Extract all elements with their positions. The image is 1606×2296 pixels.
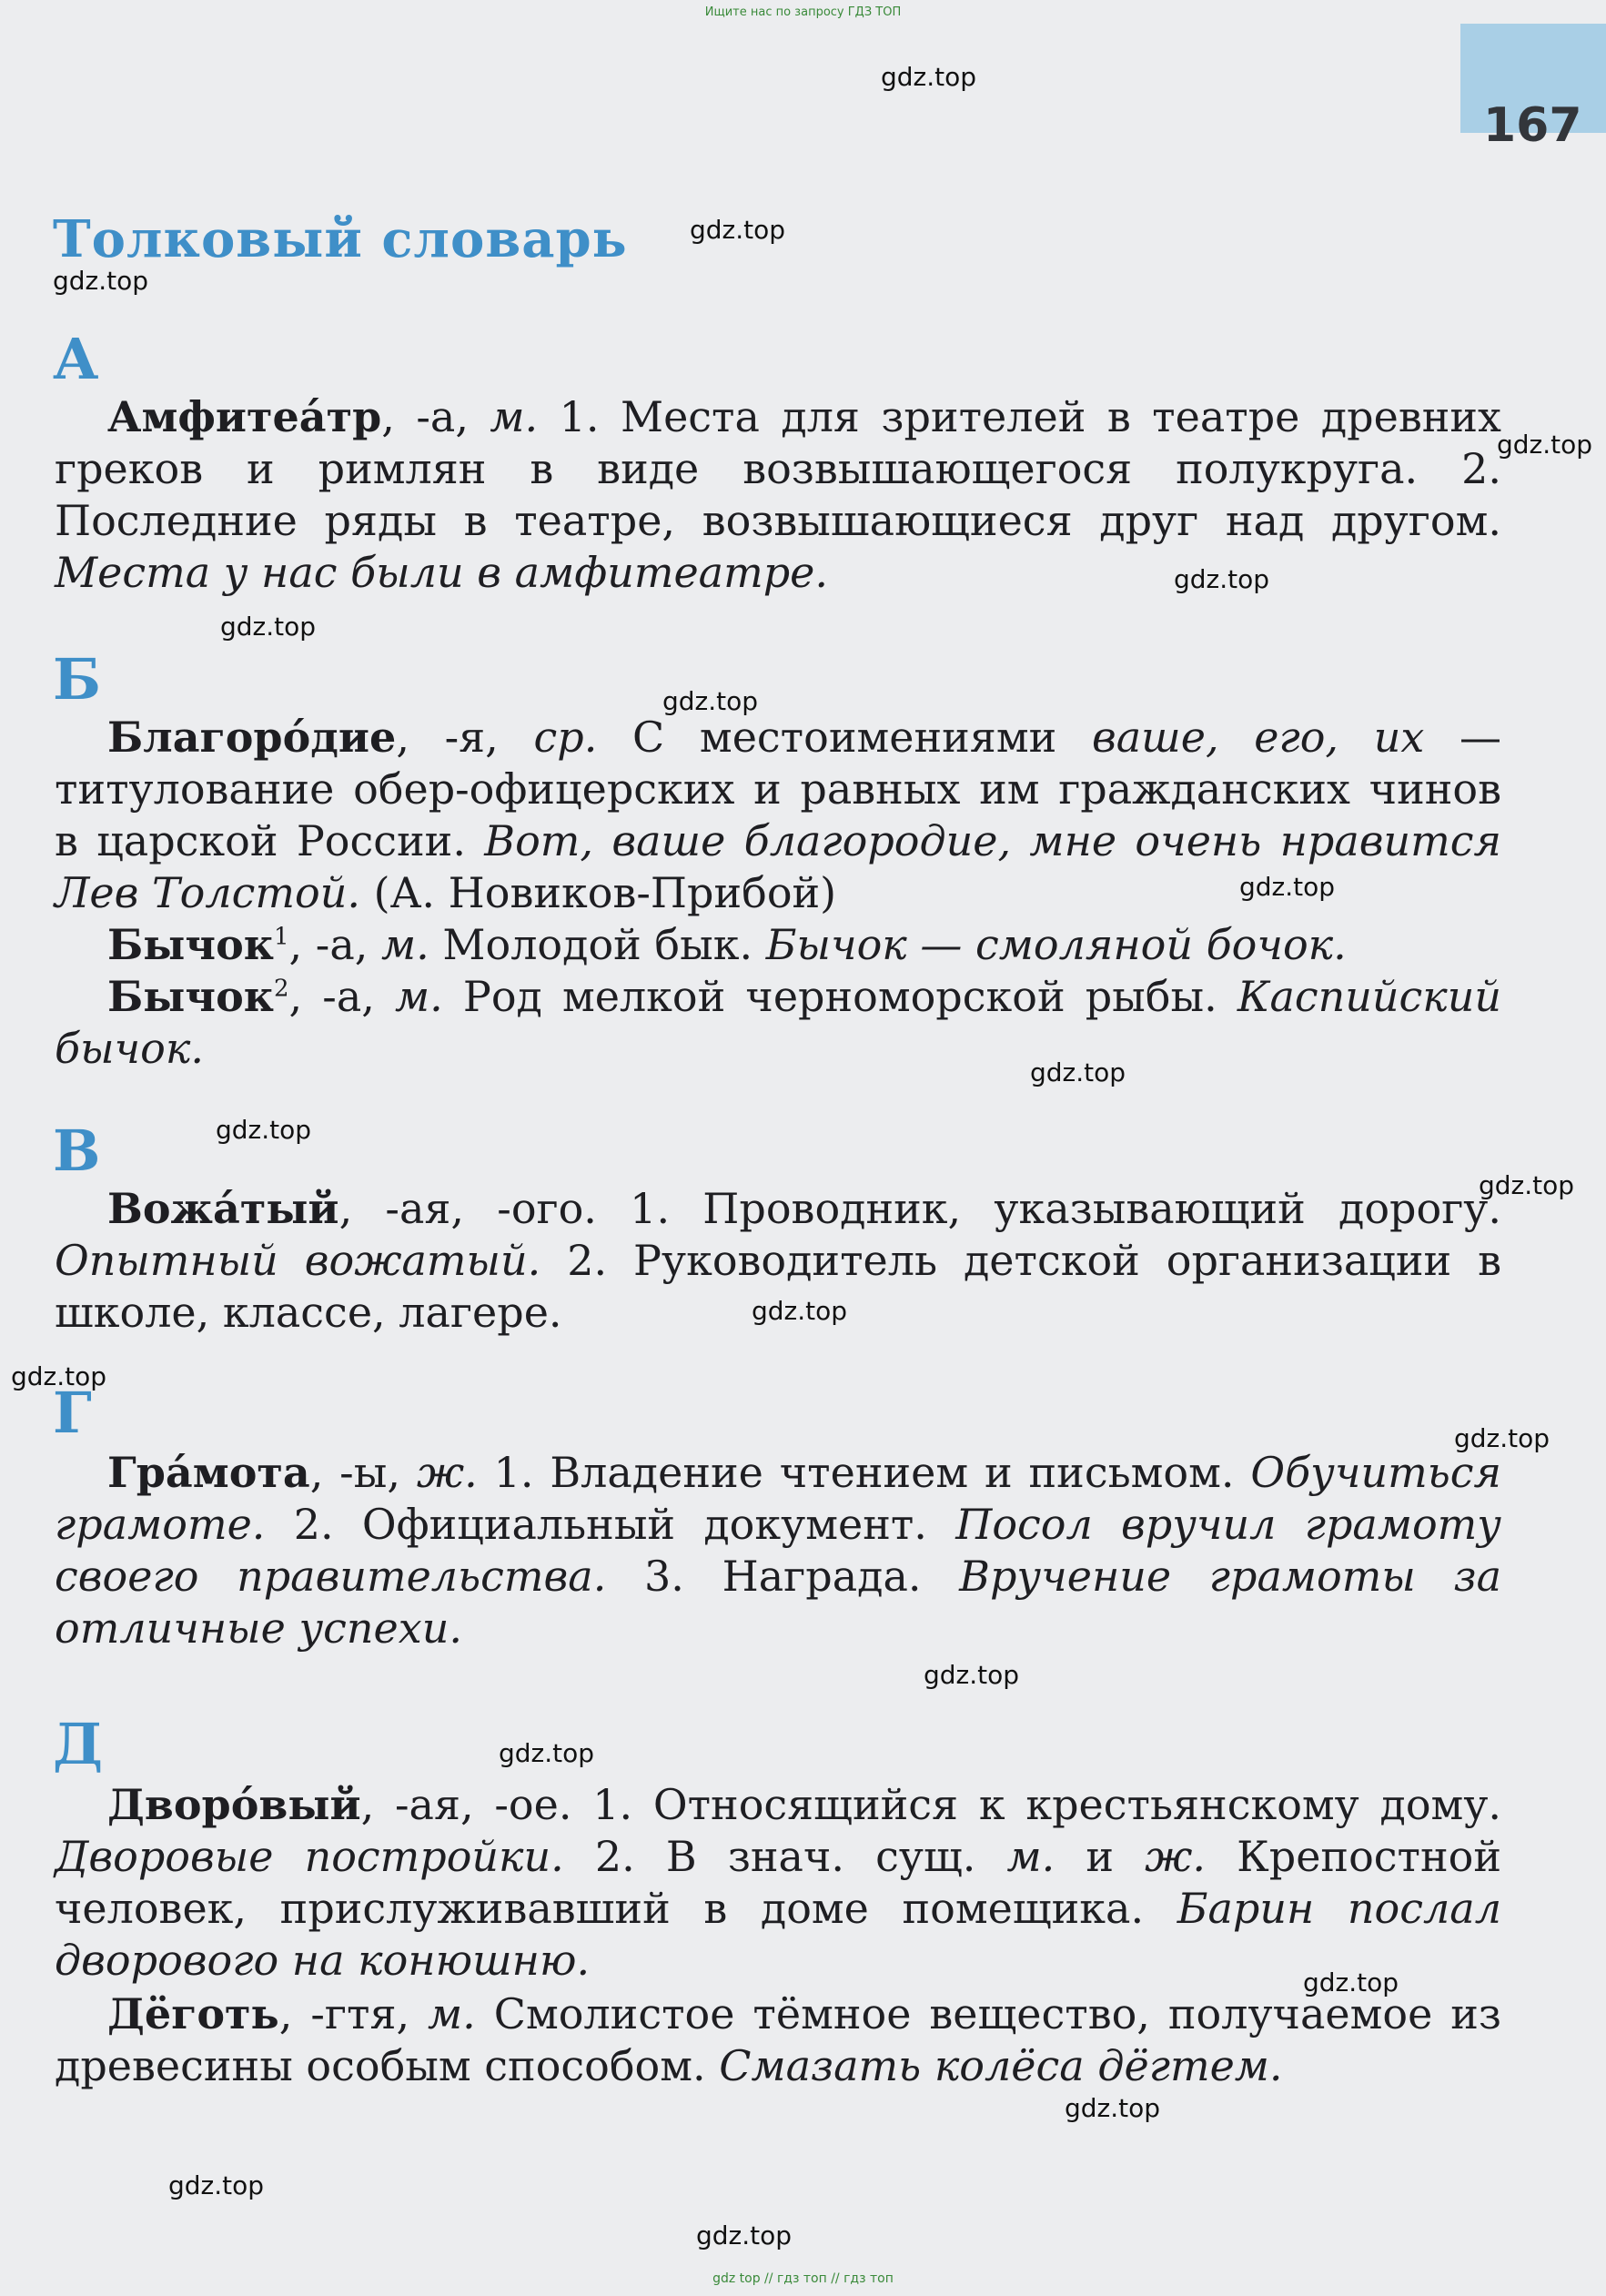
section-letter-b: Б (53, 646, 101, 713)
watermark: gdz.top (1479, 1170, 1575, 1200)
watermark: gdz.top (53, 266, 149, 296)
watermark: gdz.top (1030, 1057, 1126, 1087)
section-letter-d: Д (53, 1711, 104, 1777)
entry-text: С местоимениями (597, 713, 1092, 762)
watermark: gdz.top (1239, 872, 1336, 902)
entry-text: Молодой бык. (429, 920, 766, 969)
example: Вот, ваше благородие, мне очень нравится Лев Толстой. (55, 816, 1501, 917)
watermark: gdz.top (696, 2220, 793, 2250)
entry-text: 2. Руководитель детской организации в школе, классе, лагере. (55, 1236, 1501, 1337)
entry-text: , -а, (288, 972, 395, 1021)
grammar-mark: м. (395, 972, 443, 1021)
entry-gramota (55, 1447, 1501, 1654)
entry-bychok-2 (55, 971, 1501, 1075)
entry-bychok-1 (55, 919, 1501, 971)
example: Смазать колёса дёгтем. (719, 2041, 1283, 2090)
watermark: gdz.top (1454, 1423, 1550, 1453)
entry-text: и (1055, 1832, 1146, 1881)
watermark: gdz.top (1065, 2093, 1161, 2123)
entry-text: , -ая, -ое. 1. Относящийся к крестьянскому дому. (360, 1780, 1501, 1829)
entry-text: 2. Официальный документ. (265, 1500, 956, 1549)
headword: Гра́мота (107, 1448, 310, 1497)
grammar-mark: ж. (1145, 1832, 1207, 1881)
grammar-mark: ж. (416, 1448, 478, 1497)
entry-amfiteatr (55, 391, 1501, 599)
watermark: gdz.top (662, 686, 759, 716)
entry-text: , -ы, (309, 1448, 417, 1497)
watermark: gdz.top (11, 1361, 107, 1391)
example: Посол вручил грамоту своего правительства. (55, 1500, 1501, 1601)
section-letter-g: Г (53, 1380, 92, 1446)
entry-text: 1. Владение чтением и письмом. (477, 1448, 1251, 1497)
section-letter-a: А (53, 326, 99, 392)
watermark: gdz.top (690, 215, 786, 245)
grammar-mark: м. (1006, 1832, 1056, 1881)
headword: Благоро́дие (107, 713, 397, 762)
headword: Вожа́тый (107, 1184, 339, 1233)
homonym-index: 2 (274, 975, 289, 1003)
watermark: gdz.top (168, 2170, 265, 2200)
homonym-index: 1 (274, 923, 289, 951)
entry-text: 2. В знач. сущ. (563, 1832, 1007, 1881)
headword: Амфитеа́тр (107, 392, 382, 441)
watermark: gdz.top (752, 1296, 848, 1326)
watermark: gdz.top (924, 1660, 1020, 1690)
page-number: 167 (1483, 98, 1582, 153)
watermark: gdz.top (1174, 564, 1270, 594)
entry-text: 3. Награда. (606, 1552, 960, 1601)
entry-text: , -а, (288, 920, 382, 969)
headword: Дёготь (107, 1989, 279, 2038)
entry-degot (55, 1988, 1501, 2092)
grammar-mark: ср. (533, 713, 598, 762)
example: Каспийский бычок. (55, 972, 1501, 1073)
page-title: Толковый словарь (53, 209, 628, 269)
source: (А. Новиков-Прибой) (360, 868, 837, 917)
watermark: gdz.top (1303, 1967, 1399, 1998)
watermark: gdz.top (881, 62, 977, 92)
example: Опытный вожатый. (55, 1236, 541, 1285)
grammar-mark: м. (381, 920, 429, 969)
example: Бычок — смоляной бочок. (765, 920, 1347, 969)
headword: Дворо́вый (107, 1780, 361, 1829)
entry-dvorovyy (55, 1779, 1501, 1987)
grammar-mark: м. (490, 392, 539, 441)
watermark: gdz.top (1497, 430, 1593, 460)
headword: Бычок (107, 920, 274, 969)
example: Барин послал дворового на конюшню. (55, 1884, 1502, 1985)
watermark: gdz.top (216, 1115, 312, 1145)
grammar-mark: м. (428, 1989, 476, 2038)
entry-text: , -я, (396, 713, 534, 762)
entry-text: Крепостной человек, прислуживавший в доме помещика. (55, 1832, 1502, 1933)
footer-note: gdz top // гдз топ // гдз топ (712, 2271, 894, 2286)
example: Вручение грамоты за отличные успехи. (55, 1552, 1501, 1653)
entry-text: Род мелкой черноморской рыбы. (442, 972, 1237, 1021)
section-letter-v: В (53, 1118, 101, 1184)
example: Дворовые постройки. (55, 1832, 564, 1881)
grammar-mark: ваше, его, их (1091, 713, 1425, 762)
entry-text: , -ая, -ого. 1. Проводник, указывающий дорогу. (338, 1184, 1501, 1233)
header-note: Ищите нас по запросу ГДЗ ТОП (704, 5, 902, 19)
watermark: gdz.top (499, 1738, 595, 1768)
entry-text: , -а, (381, 392, 490, 441)
example: Места у нас были в амфитеатре. (55, 548, 829, 597)
headword: Бычок (107, 972, 274, 1021)
example: Обучиться грамоте. (55, 1448, 1501, 1549)
entry-text: Смолистое тёмное вещество, получаемое из древесины особым способом. (55, 1989, 1501, 2090)
entry-text: 1. Места для зрителей в театре древних греков и римлян в виде возвышающегося полукруга. 2. Последние ряды в театре, возвышающиеся друг над другом. (55, 392, 1501, 545)
watermark: gdz.top (220, 612, 317, 642)
entry-text: , -гтя, (278, 1989, 429, 2038)
entry-text: — титулование обер-офицерских и равных им гражданских чинов в царской России. (55, 713, 1501, 865)
